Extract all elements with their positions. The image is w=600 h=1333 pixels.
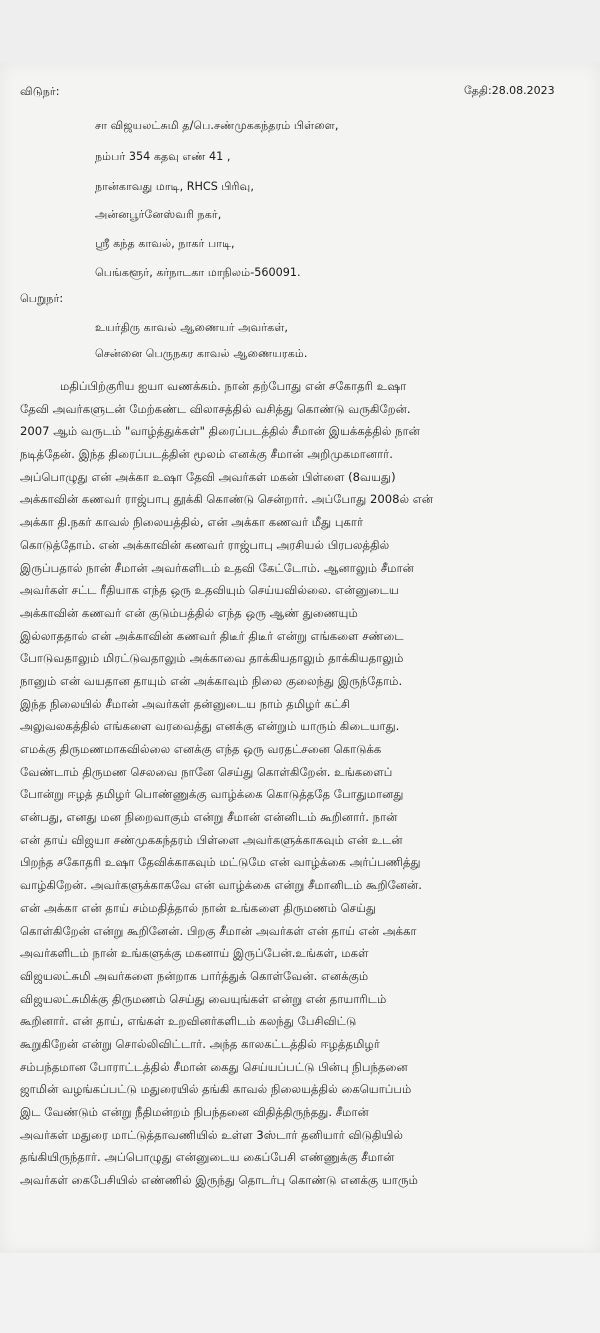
body-line: இருப்பதால் நான் சீமான் அவர்களிடம் உதவி கேட்டோம். ஆனாலும் சீமான்	[20, 560, 414, 575]
body-line: கூறினார். என் தாய், எங்கள் உறவினர்களிடம் கலந்து பேசிவிட்டு	[20, 1014, 357, 1029]
body-line: அக்கா தி.நகர் காவல் நிலையத்தில், என் அக்கா கணவர் மீது புகார்	[20, 515, 364, 530]
body-line: வாழ்கிறேன். அவர்களுக்காகவே என் வாழ்க்கை என்று சீமானிடம் கூறினேன்.	[20, 878, 422, 893]
body-line: அக்காவின் கணவர் ராஜ்பாபு தூக்கி கொண்டு சென்றார். அப்போது 2008ல் என்	[20, 492, 434, 507]
letter-body	[20, 375, 580, 1192]
sender-address-line: ஸ்ரீ கந்த காவல், நாகர் பாடி,	[95, 237, 235, 250]
body-line: இல்லாததால் என் அக்காவின் கணவர் திடீர் திடீர் என்று எங்களை சண்டை	[20, 628, 404, 643]
letter-date: தேதி:28.08.2023	[464, 84, 555, 97]
body-line: தங்கியிருந்தார். அப்பொழுது என்னுடைய கைப்பேசி எண்ணுக்கு சீமான்	[20, 1150, 395, 1165]
body-line: மதிப்பிற்குரிய ஐயா வணக்கம். நான் தற்போது என் சகோதரி உஷா	[60, 379, 407, 393]
sender-address-line: பெங்களூர், கர்நாடகா மாநிலம்-560091.	[95, 266, 301, 279]
body-line: பிறந்த சகோதரி உஷா தேவிக்காகவும் மட்டுமே என் வாழ்க்கை அர்ப்பணித்து	[20, 855, 421, 870]
body-line: கொடுத்தோம். என் அக்காவின் கணவர் ராஜ்பாபு அரசியல் பிரபலத்தில்	[20, 537, 390, 552]
body-line: விஜயலட்சுமி அவர்களை நன்றாக பார்த்துக் கொள்வேன். எனக்கும்	[20, 968, 369, 983]
recipient-address-line: சென்னை பெருநகர காவல் ஆணையரகம்.	[95, 347, 308, 360]
body-line: கொள்கிறேன் என்று கூறினேன். பிறகு சீமான் அவர்கள் என் தாய் என் அக்கா	[20, 923, 417, 938]
body-line: போன்று ஈழத் தமிழர் பொண்ணுக்கு வாழ்க்கை கொடுத்ததே போதுமானது	[20, 787, 404, 802]
body-line: அப்பொழுது என் அக்கா உஷா தேவி அவர்கள் மகன் பிள்ளை (8வயது)	[20, 469, 396, 484]
body-line: கூறுகிறேன் என்று சொல்லிவிட்டார். அந்த காலகட்டத்தில் ஈழத்தமிழர்	[20, 1036, 380, 1051]
body-line: விஜயலட்சுமிக்கு திருமணம் செய்து வையுங்கள் என்று என் தாயாரிடம்	[20, 991, 387, 1006]
sender-address-line: நம்பர் 354 கதவு எண் 41 ,	[95, 150, 231, 163]
body-line: அக்காவின் கணவர் என் குடும்பத்தில் எந்த ஒரு ஆண் துணையும்	[20, 605, 358, 620]
bottom-bar	[0, 1253, 600, 1333]
body-line: தேவி அவர்களுடன் மேற்கண்ட விலாசத்தில் வசித்து கொண்டு வருகிறேன்.	[20, 401, 411, 416]
body-line: என்பது, எனது மன நிறைவாகும் என்று சீமான் என்னிடம் கூறினார். நான்	[20, 810, 398, 825]
top-bar	[0, 0, 600, 62]
sender-address-line: அன்னபூர்னேஸ்வரி நகர்,	[95, 208, 222, 221]
recipient-address-line: உயர்திரு காவல் ஆணையர் அவர்கள்,	[95, 321, 288, 334]
sender-address-line: நான்காவது மாடி, RHCS பிரிவு,	[95, 180, 254, 193]
body-line: அவர்களிடம் நான் உங்களுக்கு மகனாய் இருப்பேன்.உங்கள், மகள்	[20, 946, 369, 961]
body-line: ஜாமின் வழங்கப்பட்டு மதுரையில் தங்கி காவல் நிலையத்தில் கையொப்பம்	[20, 1082, 412, 1097]
from-label: விடுநர்:	[20, 85, 60, 98]
body-line: இட வேண்டும் என்று நீதிமன்றம் நிபந்தனை விதித்திருந்தது. சீமான்	[20, 1105, 369, 1119]
to-label: பெறுநர்:	[20, 292, 64, 305]
body-line: எமக்கு திருமணமாகவில்லை எனக்கு எந்த ஒரு வரதட்சனை கொடுக்க	[20, 742, 382, 756]
body-line: சம்பந்தமான போராட்டத்தில் சீமான் கைது செய்யப்பட்டு பின்பு நிபந்தனை	[20, 1059, 408, 1074]
body-line: நடித்தேன். இந்த திரைப்படத்தின் மூலம் எனக்கு சீமான் அறிமுகமானார்.	[20, 447, 393, 462]
body-line: 2007 ஆம் வருடம் "வாழ்த்துக்கள்" திரைப்படத்தில் சீமான் இயக்கத்தில் நான்	[20, 424, 420, 439]
sender-address-line: சா விஜயலட்சுமி த/பெ.சண்முககந்தரம் பிள்ளை,	[95, 119, 339, 132]
body-line: என் அக்கா என் தாய் சம்மதித்தால் நான் உங்களை திருமணம் செய்து	[20, 900, 377, 915]
body-line: அவர்கள் கைபேசியில் எண்ணில் இருந்து தொடர்பு கொண்டு எனக்கு யாரும்	[20, 1173, 418, 1188]
body-line: நானும் என் வயதான தாயும் என் அக்காவும் நிலை குலைந்து இருந்தோம்.	[20, 673, 403, 688]
body-line: அலுவலகத்தில் எங்களை வரவைத்து எனக்கு என்றும் யாரும் கிடையாது.	[20, 719, 400, 734]
body-line: அவர்கள் மதுரை மாட்டுத்தாவணியில் உள்ள 3ஸ்டார் தனியார் விடுதியில்	[20, 1127, 404, 1142]
body-line: அவர்கள் சட்ட ரீதியாக எந்த ஒரு உதவியும் செய்யவில்லை. என்னுடைய	[20, 583, 399, 598]
body-line: வேண்டாம் திருமண செலவை நானே செய்து கொள்கிறேன். உங்களைப்	[20, 764, 393, 779]
body-line: போடுவதாலும் மிரட்டுவதாலும் அக்காவை தாக்கியதாலும் தாக்கியதாலும்	[20, 651, 404, 666]
body-line: இந்த நிலையில் சீமான் அவர்கள் தன்னுடைய நாம் தமிழர் கட்சி	[20, 696, 351, 711]
body-line: என் தாய் விஜயா சண்முககந்தரம் பிள்ளை அவர்களுக்காகவும் என் உடன்	[20, 832, 403, 847]
